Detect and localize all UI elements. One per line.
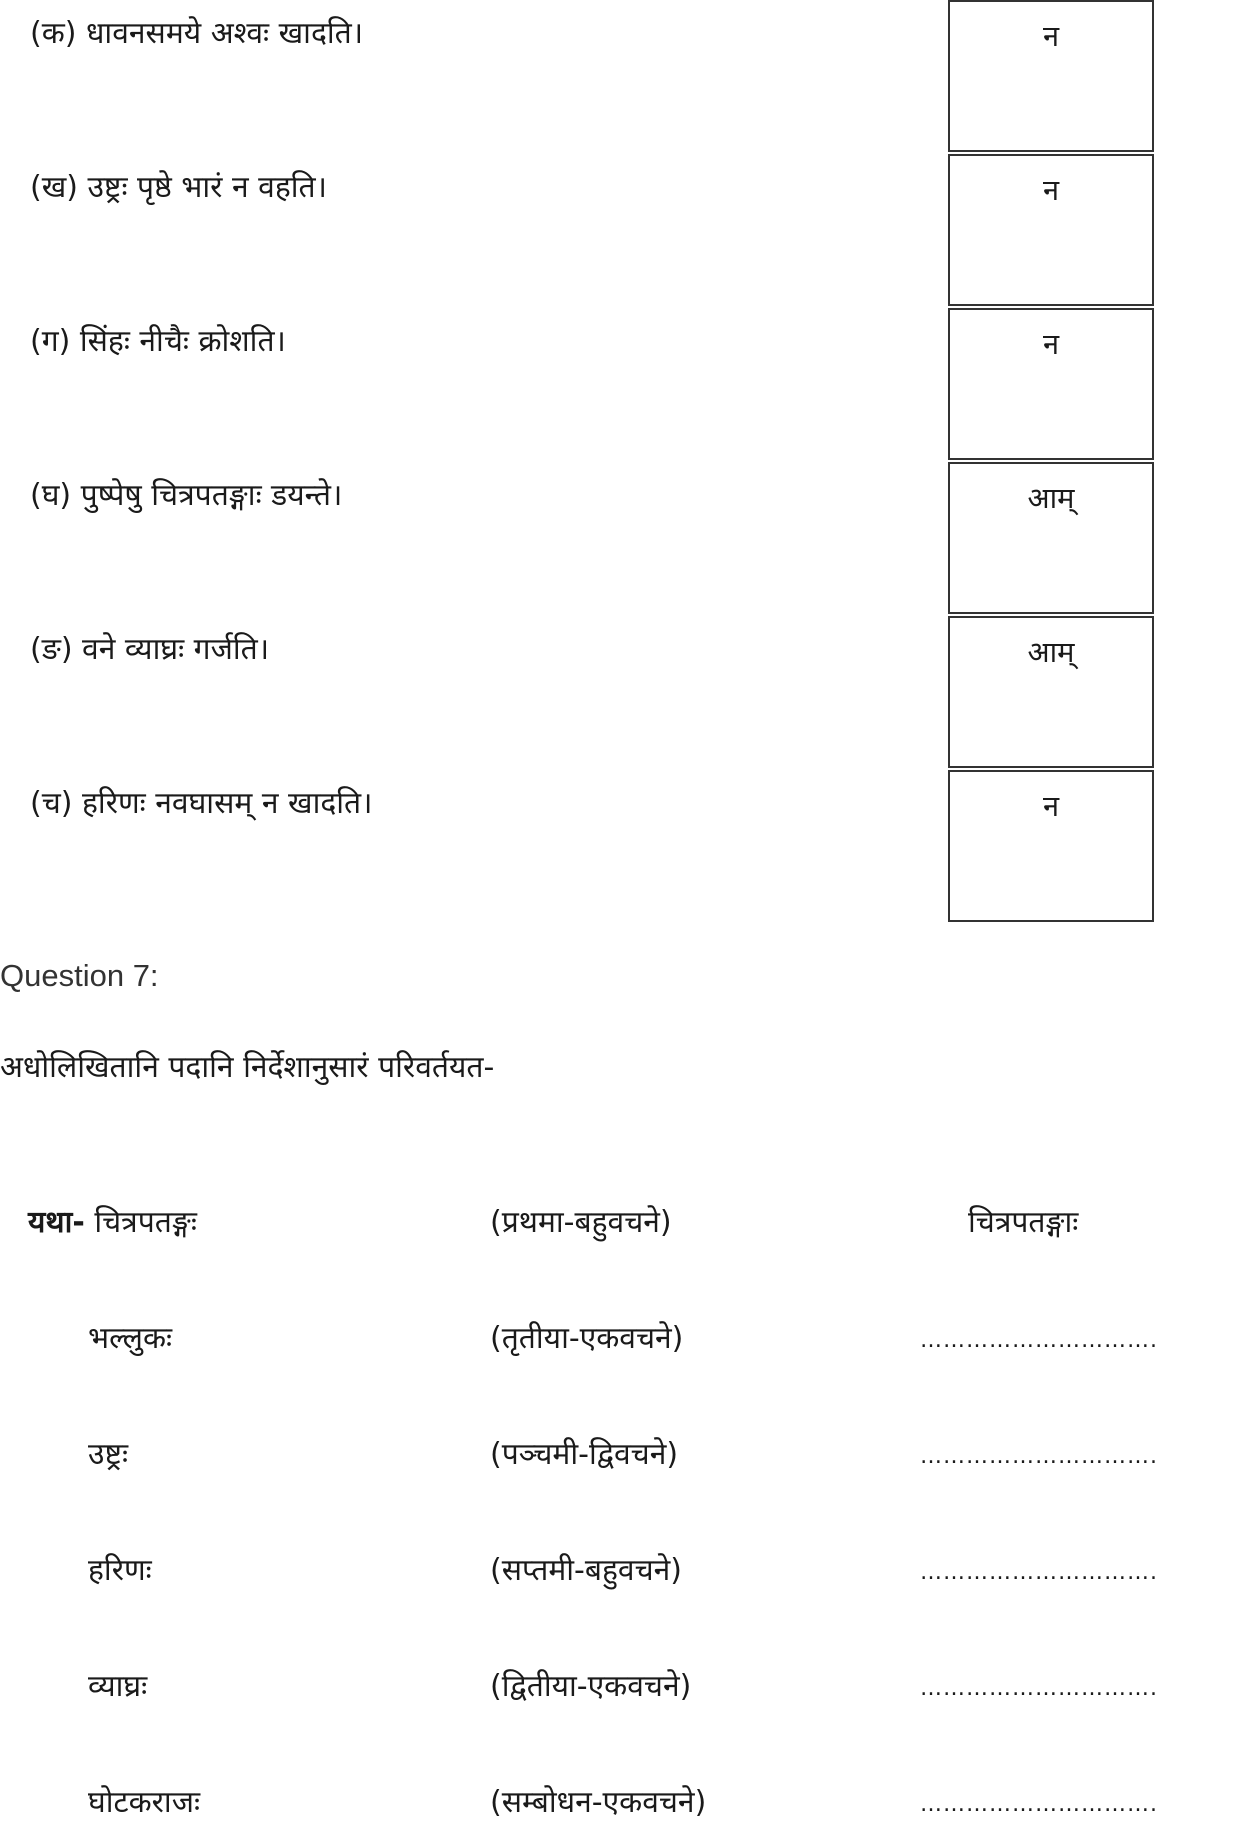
exercise-word: हरिणः (88, 1553, 152, 1588)
answer-box-cha: न (948, 770, 1154, 922)
answer-blank[interactable]: …………………………. (920, 1676, 1158, 1701)
statement-cha: (च) हरिणः नवघासम् न खादति। (30, 786, 373, 821)
answer-blank[interactable]: …………………………. (920, 1444, 1158, 1469)
answer-box-nga: आम् (948, 616, 1154, 768)
answer-box-ka: न (948, 0, 1154, 152)
exercise-word: उष्ट्रः (88, 1437, 129, 1472)
exercise-case: (सप्तमी-बहुवचने) (490, 1553, 683, 1588)
example-word-text: चित्रपतङ्गः (94, 1205, 197, 1240)
statement-gha: (घ) पुष्पेषु चित्रपतङ्गाः डयन्ते। (30, 478, 343, 513)
exercise-row (0, 1548, 1257, 1598)
answer-box-ga: न (948, 308, 1154, 460)
instruction-text: अधोलिखितानि पदानि निर्देशानुसारं परिवर्तयत- (0, 1050, 495, 1085)
example-row (0, 1200, 1257, 1250)
exercise-word: भल्लुकः (88, 1321, 173, 1356)
exercise-case: (द्वितीया-एकवचने) (490, 1669, 692, 1704)
answer-blank[interactable]: …………………………. (920, 1328, 1158, 1353)
example-prefix: यथा- (28, 1205, 85, 1240)
exercise-word: व्याघ्रः (88, 1669, 148, 1704)
example-word (28, 1200, 197, 1241)
statement-ka: (क) धावनसमये अश्वः खादति। (30, 16, 364, 51)
statement-nga: (ङ) वने व्याघ्रः गर्जति। (30, 632, 270, 667)
answer-blank[interactable]: …………………………. (920, 1792, 1158, 1817)
answer-blank[interactable]: …………………………. (920, 1560, 1158, 1585)
exercise-case: (तृतीया-एकवचने) (490, 1321, 684, 1356)
exercise-case: (सम्बोधन-एकवचने) (490, 1785, 707, 1820)
exercise-row (0, 1316, 1257, 1366)
question-label: Question 7: (0, 958, 159, 993)
statement-kha: (ख) उष्ट्रः पृष्ठे भारं न वहति। (30, 170, 327, 205)
exercise-case: (पञ्चमी-द्विवचने) (490, 1437, 679, 1472)
exercise-row (0, 1664, 1257, 1714)
statement-ga: (ग) सिंहः नीचैः क्रोशति। (30, 324, 286, 359)
exercise-row (0, 1432, 1257, 1482)
example-case: (प्रथमा-बहुवचने) (490, 1205, 672, 1240)
example-answer: चित्रपतङ्गाः (968, 1205, 1079, 1240)
answer-box-kha: न (948, 154, 1154, 306)
answer-box-gha: आम् (948, 462, 1154, 614)
exercise-word: घोटकराजः (88, 1785, 201, 1820)
